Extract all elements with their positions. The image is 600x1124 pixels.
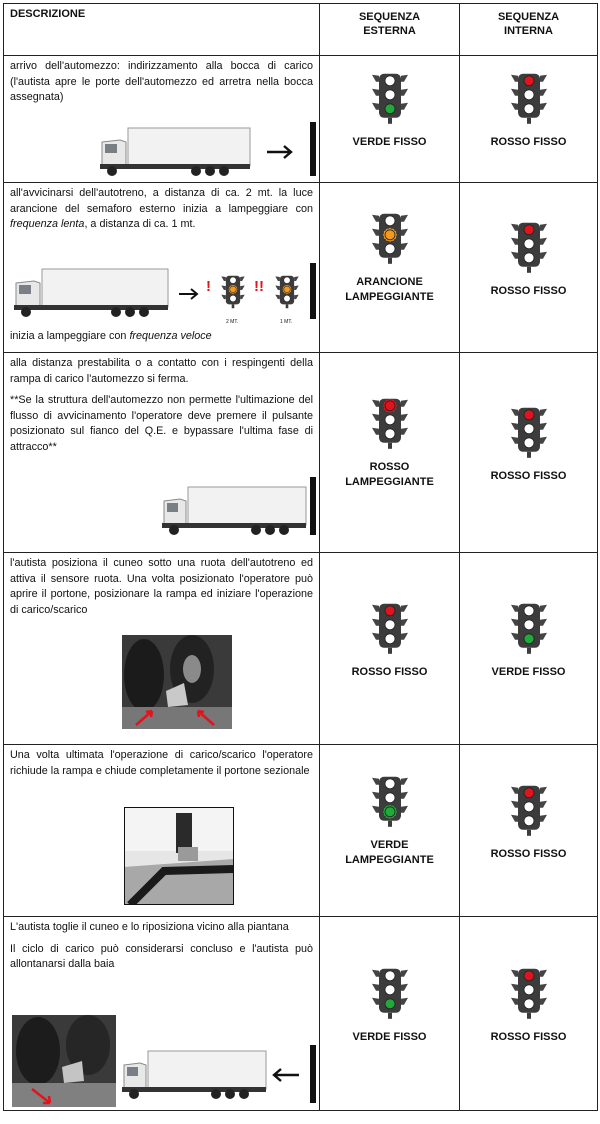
wheel-chock-photo [12, 1015, 116, 1107]
description-cell [4, 917, 320, 1111]
shade-right [401, 969, 408, 976]
light-off [385, 243, 395, 253]
light-off [385, 414, 395, 424]
light-red [524, 787, 534, 797]
shade-right [401, 103, 408, 110]
signal-label: ROSSO FISSO [490, 469, 567, 482]
shade-left [511, 786, 518, 793]
shade-left [372, 632, 379, 639]
traffic-light-icon [509, 221, 549, 273]
shade-right [294, 276, 299, 281]
signal-label: VERDE FISSO [352, 1030, 427, 1043]
shade-left [511, 618, 518, 625]
shade-right [294, 286, 299, 291]
light-off [524, 252, 534, 262]
light-off [284, 277, 291, 284]
shade-right [401, 228, 408, 235]
shade-right [401, 632, 408, 639]
shade-left [372, 242, 379, 249]
shade-right [540, 89, 547, 96]
shade-left [372, 413, 379, 420]
shade-left [511, 251, 518, 258]
signal-label: VERDE FISSO [491, 665, 566, 678]
table-row [4, 745, 598, 917]
signal-label: ROSSO FISSO [490, 847, 567, 860]
light-off [524, 104, 534, 114]
external-signal-cell [320, 353, 460, 553]
shade-left [372, 983, 379, 990]
shade-right [540, 618, 547, 625]
shade-right [540, 800, 547, 807]
shade-left [275, 276, 280, 281]
shade-right [540, 436, 547, 443]
shade-left [275, 286, 280, 291]
shade-right [401, 997, 408, 1004]
shade-left [372, 89, 379, 96]
shade-left [511, 223, 518, 230]
shade-left [372, 75, 379, 82]
light-off [385, 619, 395, 629]
shade-right [540, 408, 547, 415]
description-text: all'avvicinarsi dell'autotreno, a distanza di ca. 2 mt. la luce arancione del semaforo esterno inizia a lampeggiare con frequenza lenta, a distanza di ca. 1 mt. [10, 187, 313, 230]
shade-right [401, 618, 408, 625]
light-off [230, 277, 237, 284]
light-pole [527, 1012, 531, 1018]
description-text: alla distanza prestabilita o a contatto con i respingenti della rampa di carico l'automezzo si ferma. [10, 357, 313, 385]
light-orange [385, 229, 395, 239]
description-text: l'autista posiziona il cuneo sotto una ruota dell'autotreno ed attiva il sensore ruota. Una volta posizionato l'operatore può aprire il portone, posizionare la rampa ed iniziare l'operazione di carico/scarico [10, 557, 313, 616]
shade-left [372, 228, 379, 235]
description-note: **Se la struttura dell'automezzo non permette l'ultimazione del flusso di avvicinamento l'operatore deve premere il pulsante posizionato sul fianco del Q.E. e bypassare l'ultima fase di attracco** [10, 394, 313, 453]
light-pole [527, 266, 531, 272]
description-text-continued: inizia a lampeggiare con frequenza veloce [10, 330, 212, 342]
signal-label: VERDE LAMPEGGIANTE [345, 838, 434, 866]
external-signal-cell [320, 183, 460, 353]
shade-left [372, 103, 379, 110]
light-off [385, 778, 395, 788]
shade-left [511, 983, 518, 990]
light-off [385, 984, 395, 994]
shade-left [511, 997, 518, 1004]
light-pole [232, 304, 235, 308]
shade-right [540, 786, 547, 793]
internal-signal-cell [460, 353, 598, 553]
warning-mark: !! [254, 278, 264, 295]
shade-left [511, 800, 518, 807]
sectional-door-photo [124, 807, 234, 905]
light-off [524, 423, 534, 433]
dock-wall [310, 122, 316, 176]
light-green [385, 998, 395, 1008]
traffic-light-icon [509, 406, 549, 458]
shade-left [221, 286, 226, 291]
light-off [385, 90, 395, 100]
shade-right [540, 75, 547, 82]
shade-right [540, 983, 547, 990]
shade-left [221, 295, 226, 300]
truck-illustration [96, 126, 256, 178]
light-pole [286, 304, 289, 308]
traffic-light-icon [370, 602, 410, 654]
shade-right [540, 103, 547, 110]
internal-signal-cell [460, 553, 598, 745]
shade-left [275, 295, 280, 300]
traffic-light-icon [370, 212, 410, 264]
traffic-light-icon [509, 784, 549, 836]
light-pole [388, 442, 392, 448]
table-row [4, 553, 598, 745]
table-row [4, 353, 598, 553]
arrow-right-icon [266, 144, 294, 160]
traffic-light-icon [509, 967, 549, 1019]
internal-signal-cell [460, 56, 598, 183]
truck-illustration [120, 1049, 270, 1101]
shade-right [401, 399, 408, 406]
light-off [385, 215, 395, 225]
light-pole [388, 820, 392, 826]
signal-label: ROSSO FISSO [490, 135, 567, 148]
sequence-table [3, 3, 598, 1111]
light-off [524, 238, 534, 248]
light-off [385, 428, 395, 438]
light-off [385, 970, 395, 980]
dock-wall [310, 477, 316, 535]
shade-left [372, 969, 379, 976]
shade-left [511, 814, 518, 821]
shade-right [240, 276, 245, 281]
light-off [284, 295, 291, 302]
dock-wall [310, 1045, 316, 1103]
shade-right [401, 242, 408, 249]
traffic-light-icon [370, 775, 410, 827]
light-green [385, 104, 395, 114]
shade-left [511, 89, 518, 96]
header-sequenza-esterna: SEQUENZA ESTERNA [320, 4, 460, 56]
signal-label: ROSSO LAMPEGGIANTE [345, 460, 434, 488]
shade-right [401, 791, 408, 798]
shade-left [511, 408, 518, 415]
light-pole [388, 1012, 392, 1018]
shade-right [294, 295, 299, 300]
description-cell [4, 56, 320, 183]
shade-right [401, 777, 408, 784]
light-off [230, 295, 237, 302]
light-off [524, 605, 534, 615]
shade-right [540, 237, 547, 244]
shade-right [401, 805, 408, 812]
shade-right [540, 251, 547, 258]
shade-right [540, 604, 547, 611]
shade-right [401, 604, 408, 611]
light-red [524, 224, 534, 234]
light-off [524, 90, 534, 100]
signal-label: VERDE FISSO [352, 135, 427, 148]
shade-right [401, 983, 408, 990]
external-signal-cell [320, 56, 460, 183]
arrow-right-icon [178, 287, 200, 301]
description-cell [4, 553, 320, 745]
shade-right [401, 214, 408, 221]
internal-signal-cell [460, 183, 598, 353]
signal-label: ROSSO FISSO [490, 1030, 567, 1043]
shade-right [401, 413, 408, 420]
traffic-light-icon [509, 602, 549, 654]
light-off [385, 76, 395, 86]
warning-mark: ! [206, 278, 211, 295]
shade-left [372, 791, 379, 798]
description-cell [4, 183, 320, 353]
shade-left [511, 632, 518, 639]
light-off [524, 801, 534, 811]
light-off [524, 437, 534, 447]
truck-illustration [12, 267, 172, 319]
distance-label: 1 MT. [280, 319, 293, 325]
shade-right [540, 223, 547, 230]
shade-right [540, 997, 547, 1004]
description-cell [4, 745, 320, 917]
description-note: Il ciclo di carico può considerarsi concluso e l'autista può allontanarsi dalla baia [10, 942, 313, 970]
table-row [4, 56, 598, 183]
wheel-chock-photo [122, 635, 232, 729]
dock-wall [310, 263, 316, 319]
shade-left [372, 604, 379, 611]
shade-left [511, 436, 518, 443]
shade-left [221, 276, 226, 281]
light-off [524, 998, 534, 1008]
shade-right [540, 814, 547, 821]
shade-left [372, 399, 379, 406]
light-red [385, 605, 395, 615]
signal-label: ROSSO FISSO [351, 665, 428, 678]
light-pole [388, 257, 392, 263]
external-signal-cell [320, 745, 460, 917]
shade-right [540, 969, 547, 976]
light-off [385, 633, 395, 643]
external-signal-cell [320, 917, 460, 1111]
light-pole [527, 647, 531, 653]
light-off [385, 792, 395, 802]
light-green [524, 633, 534, 643]
shade-left [511, 604, 518, 611]
light-red [524, 409, 534, 419]
shade-left [511, 969, 518, 976]
shade-left [372, 805, 379, 812]
header-descrizione: DESCRIZIONE [4, 4, 320, 56]
traffic-light-icon [370, 967, 410, 1019]
signal-label: ARANCIONE LAMPEGGIANTE [345, 275, 434, 303]
light-off [524, 619, 534, 629]
shade-left [511, 237, 518, 244]
light-orange [230, 286, 237, 293]
shade-right [540, 422, 547, 429]
shade-right [401, 75, 408, 82]
external-signal-cell [320, 553, 460, 745]
light-orange [284, 286, 291, 293]
header-sequenza-interna: SEQUENZA INTERNA [460, 4, 598, 56]
light-pole [527, 451, 531, 457]
shade-left [511, 75, 518, 82]
description-text: L'autista toglie il cuneo e lo riposiziona vicino alla piantana [10, 921, 289, 933]
light-pole [388, 647, 392, 653]
header-row [4, 4, 598, 56]
traffic-light-icon [370, 397, 410, 449]
shade-right [401, 89, 408, 96]
shade-left [372, 618, 379, 625]
description-text: Una volta ultimata l'operazione di carico/scarico l'operatore richiude la rampa e chiude completamente il portone sezionale [10, 749, 313, 777]
shade-right [240, 295, 245, 300]
shade-left [511, 103, 518, 110]
light-pole [388, 118, 392, 124]
light-red [524, 970, 534, 980]
traffic-light-icon [509, 73, 549, 125]
shade-right [540, 632, 547, 639]
shade-right [401, 427, 408, 434]
traffic-light-icon [370, 73, 410, 125]
light-green [385, 806, 395, 816]
light-pole [527, 829, 531, 835]
shade-left [372, 997, 379, 1004]
signal-label: ROSSO FISSO [490, 284, 567, 297]
internal-signal-cell [460, 917, 598, 1111]
light-red [524, 76, 534, 86]
internal-signal-cell [460, 745, 598, 917]
description-text: arrivo dell'automezzo: indirizzamento alla bocca di carico (l'autista apre le porte dell'automezzo ed arretra nella bocca assegnata) [10, 60, 313, 103]
truck-illustration [160, 485, 310, 537]
light-pole [527, 118, 531, 124]
arrow-left-icon [270, 1067, 300, 1083]
shade-left [372, 427, 379, 434]
shade-left [372, 777, 379, 784]
shade-left [511, 422, 518, 429]
description-cell [4, 353, 320, 553]
table-row [4, 183, 598, 353]
light-red [385, 400, 395, 410]
light-off [524, 815, 534, 825]
small-traffic-light-icon [274, 275, 300, 309]
shade-left [372, 214, 379, 221]
light-off [524, 984, 534, 994]
small-traffic-light-icon [220, 275, 246, 309]
table-row [4, 917, 598, 1111]
distance-label: 2 MT. [226, 319, 239, 325]
shade-right [240, 286, 245, 291]
